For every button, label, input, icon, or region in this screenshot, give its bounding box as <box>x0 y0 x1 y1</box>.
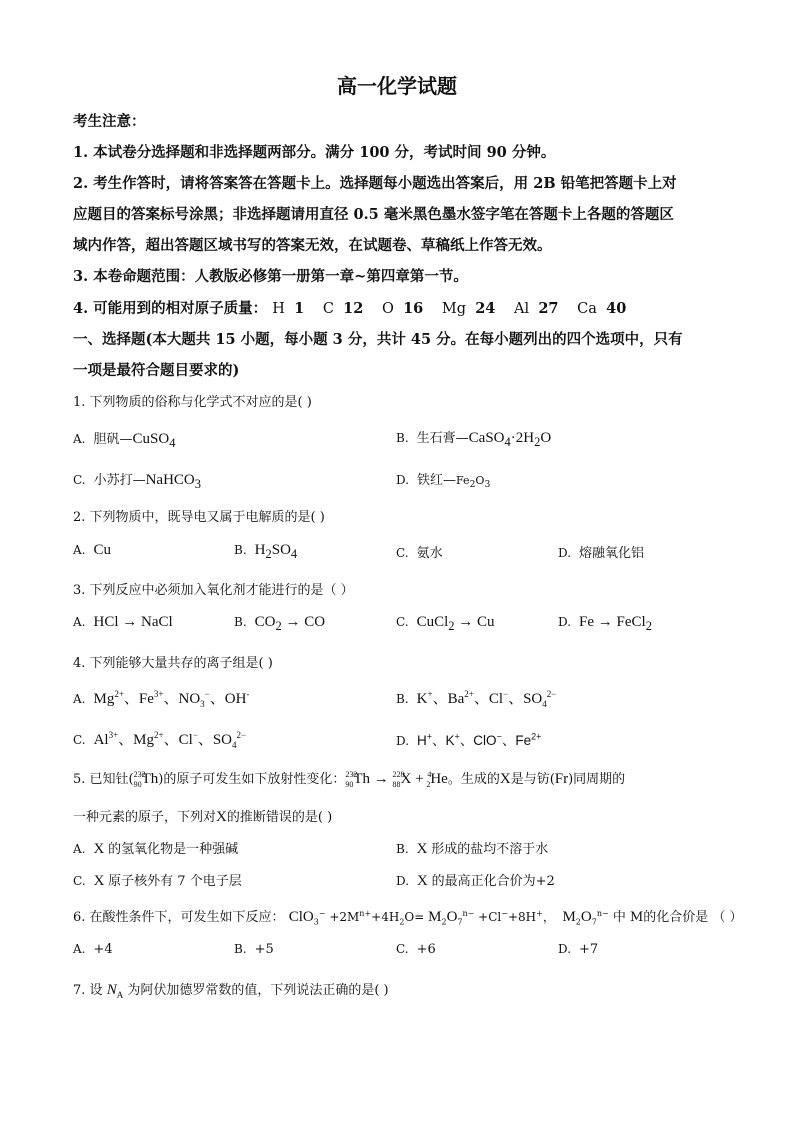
q4-option-a: A. $Mg^{2+}$、$Fe^{3+}$、$NO_3^-$、OH- <box>73 689 250 709</box>
notice-line-1: 1. 本试卷分选择题和非选择题两部分。满分 100 分，考试时间 90 分钟。 <box>73 144 556 161</box>
question-6-stem: 6. 在酸性条件下，可发生如下反应： $ClO_3^- +2M^{n+}+4H_2O= M_2O_7^{n-} +Cl^-+8H^+$， $M_2O_7^{n-}$ 中 M的化合价是 （ ） <box>73 909 743 927</box>
q5-option-c: C. X 原子核外有 7 个电子层 <box>73 873 242 889</box>
q4-option-c: C. $Al^{3+}$、$Mg^{2+}$、Cl−、$SO_4^{2-}$ <box>73 730 247 750</box>
atomic-mass-item: C 12 <box>322 300 364 317</box>
question-1-stem: 1. 下列物质的俗称与化学式不对应的是( ) <box>73 395 312 410</box>
q2-option-d: D. 熔融氧化铝 <box>558 546 645 561</box>
notice-line-2c: 域内作答，超出答题区域书写的答案无效，在试题卷、草稿纸上作答无效。 <box>73 237 552 254</box>
question-7-stem: 7. 设 $N_A$ 为阿伏加德罗常数的值，下列说法正确的是( ) <box>73 982 389 1000</box>
question-5-stem: 5. 已知钍($^{232}_{90}$Th)的原子可发生如下放射性变化：$^{232}_{90}$Th → $^{228}_{88}$X + $^4_2$He。生成的X是与钫(Fr)同周期的 <box>73 770 626 789</box>
q4-option-d: D. H+、K+、ClO−、$Fe^{2+}$ <box>396 731 542 748</box>
q2-option-a: A. Cu <box>73 542 111 558</box>
q4-option-b: B. K+、$Ba^{2+}$、Cl−、$SO_4^{2-}$ <box>396 689 557 709</box>
question-3-stem: 3. 下列反应中必须加入氧化剂才能进行的是（ ） <box>73 583 354 598</box>
q3-option-d: D. Fe → FeCl$_2$ <box>558 614 652 633</box>
question-5-stem-line2: 一种元素的原子，下列对X的推断错误的是( ) <box>73 809 333 825</box>
q1-option-d: D. 铁红$—Fe_2O_3$ <box>396 473 491 491</box>
notice-heading: 考生注意： <box>73 113 146 130</box>
q3-option-c: C. CuCl$_2$ → Cu <box>396 614 495 633</box>
notice-line-2a: 2. 考生作答时，请将答案答在答题卡上。选择题每小题选出答案后，用 2B 铅笔把答题卡上对 <box>73 175 677 192</box>
atomic-mass-item: Al 27 <box>514 300 559 317</box>
q1-option-c: C. 小苏打—NaHCO$_3$ <box>73 472 202 491</box>
q2-option-c: C. 氨水 <box>396 546 443 561</box>
section-heading-line1: 一、选择题(本大题共 15 小题，每小题 3 分，共计 45 分。在每小题列出的四个选项中，只有 <box>73 331 683 348</box>
atomic-mass-label: 4. 可能用到的相对原子质量： <box>73 300 268 317</box>
q5-option-d: D. X 的最高正化合价为+2 <box>396 873 555 889</box>
q1-option-a: A. 胆矾—CuSO$_4$ <box>73 431 176 450</box>
question-2-stem: 2. 下列物质中，既导电又属于电解质的是( ) <box>73 510 325 525</box>
section-heading-line2: 一项是最符合题目要求的) <box>73 362 240 379</box>
page-title: 高一化学试题 <box>337 74 457 98</box>
q6-option-a: A. +4 <box>73 942 113 957</box>
notice-line-3: 3. 本卷命题范围：人教版必修第一册第一章~第四章第一节。 <box>73 268 468 285</box>
atomic-mass-item: Mg 24 <box>441 300 496 317</box>
q2-option-b: B. $H_2SO_4$ <box>234 542 298 561</box>
q6-option-c: C. +6 <box>396 942 436 957</box>
q3-option-b: B. $CO_2$ → CO <box>234 614 326 633</box>
question-4-stem: 4. 下列能够大量共存的离子组是( ) <box>73 656 273 671</box>
atomic-mass-item: Ca 40 <box>577 300 627 317</box>
notice-line-4 <box>73 297 733 318</box>
q6-option-d: D. +7 <box>558 942 599 957</box>
q3-option-a: A. HCl → NaCl <box>73 614 173 630</box>
q5-option-a: A. X 的氢氧化物是一种强碱 <box>73 841 239 857</box>
atomic-mass-item: O 16 <box>381 300 424 317</box>
q6-option-b: B. +5 <box>234 942 274 957</box>
atomic-mass-item: H 1 <box>272 300 305 317</box>
notice-line-2b: 应题目的答案标号涂黑；非选择题请用直径 0.5 毫米黑色墨水签字笔在答题卡上各题的答题区 <box>73 206 674 223</box>
q1-option-b: B. 生石膏$—CaSO_4\cdot 2H_2O$ <box>396 430 552 449</box>
q5-option-b: B. X 形成的盐均不溶于水 <box>396 841 549 857</box>
